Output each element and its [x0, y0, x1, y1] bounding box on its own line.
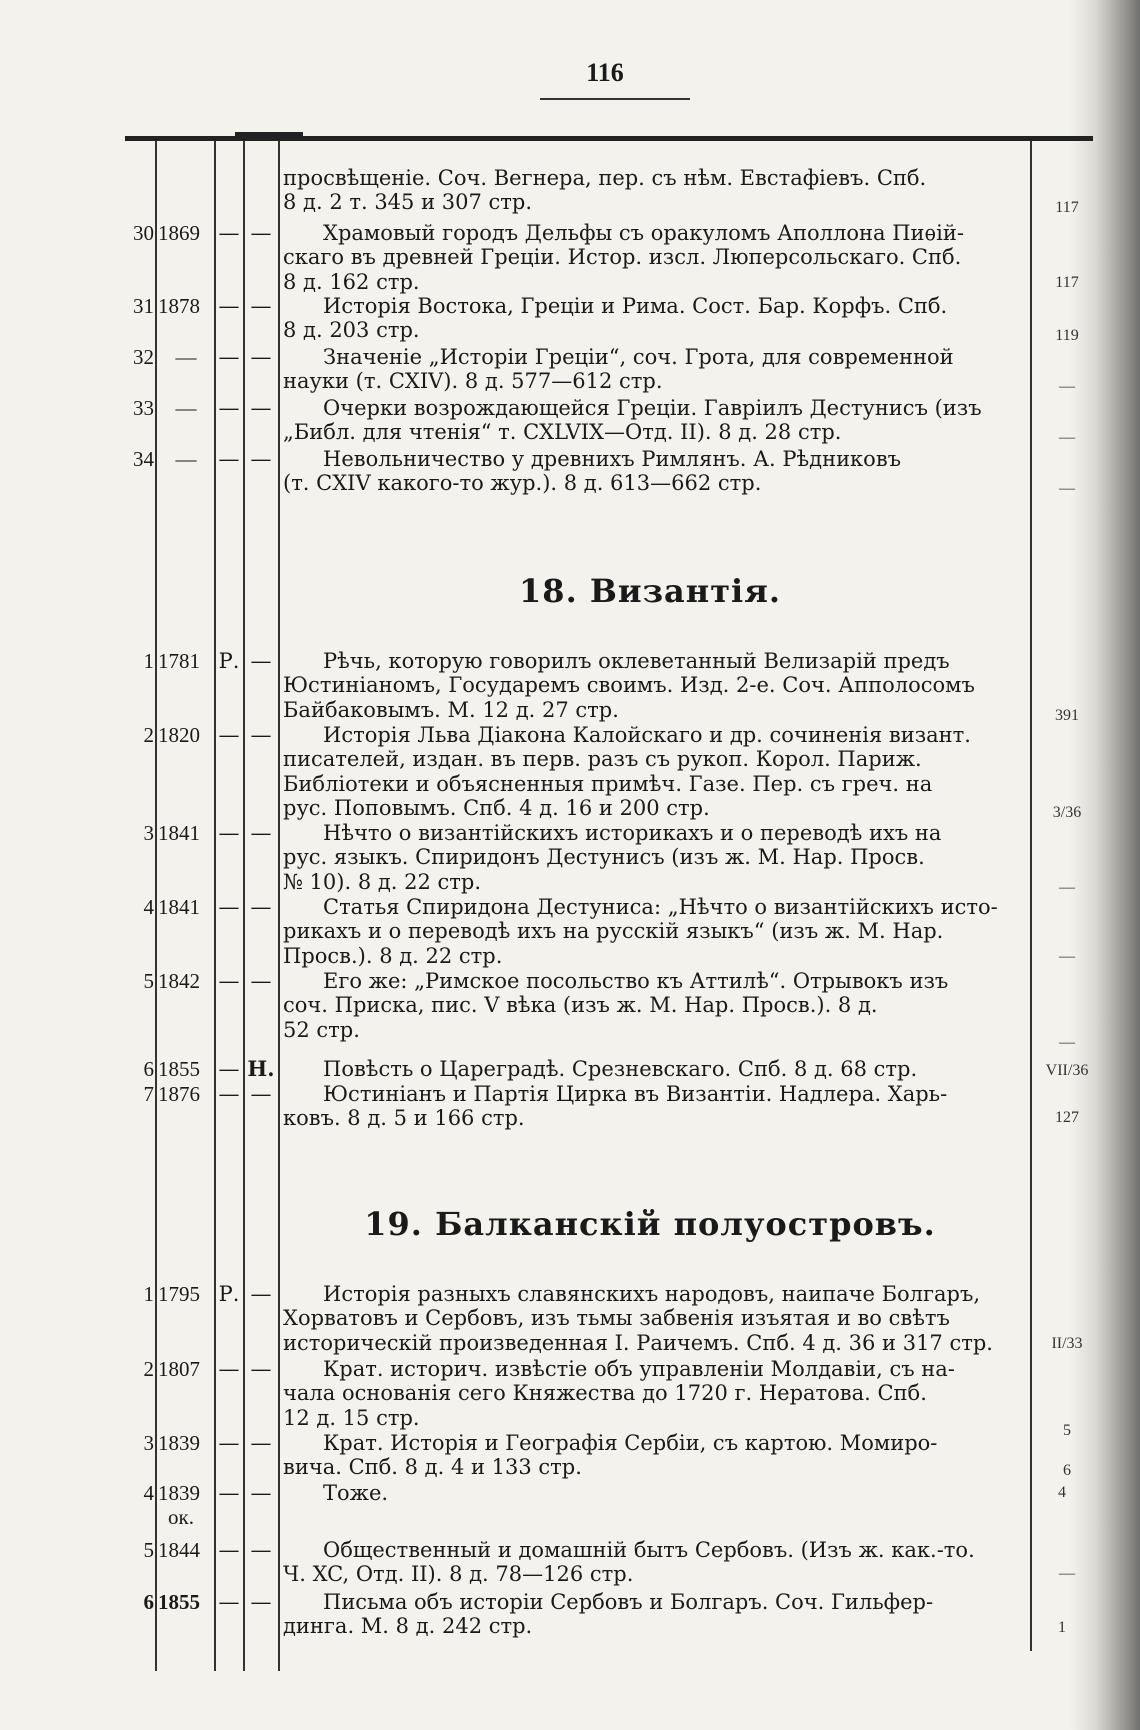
entry-ref: 1: [1058, 1619, 1066, 1636]
entry-col-a: —: [218, 1590, 240, 1614]
entry-number: 34: [133, 447, 154, 471]
entry-line: 8 д. 162 стр.: [283, 269, 420, 294]
entry-text: [283, 969, 1023, 1042]
entry-col-b: —: [250, 1282, 272, 1306]
entry-text: [283, 1431, 1023, 1480]
entry-col-a: Р.: [218, 649, 240, 673]
entry-text: [283, 1590, 1023, 1639]
entry-col-b: —: [250, 396, 272, 420]
entry-year: 1844: [158, 1538, 200, 1562]
entry-line: вича. Спб. 8 д. 4 и 133 стр.: [283, 1455, 582, 1480]
entry-text: [283, 1057, 1023, 1081]
entry-ref: —: [1059, 948, 1075, 965]
entry-number: 30: [133, 221, 154, 245]
entry-col-a: —: [218, 1057, 240, 1081]
entry-ref: 127: [1055, 1109, 1079, 1126]
entry-line: Юстиніаномъ, Государемъ своимъ. Изд. 2-е. Соч. Апполосомъ: [283, 673, 975, 698]
entry-line: Письма объ исторіи Сербовъ и Болгаръ. Соч. Гильфер-: [323, 1590, 934, 1614]
entry-ref: 4: [1058, 1484, 1066, 1501]
entry-line: 8 д. 2 т. 345 и 307 стр.: [283, 190, 533, 215]
entry-col-a: —: [218, 895, 240, 919]
entry-col-b: —: [250, 1538, 272, 1562]
entry-number: 2: [143, 723, 154, 747]
entry-line: № 10). 8 д. 22 стр.: [283, 869, 482, 894]
entry-line: Ч. XC, Отд. II). 8 д. 78—126 стр.: [283, 1562, 634, 1587]
entry-text: [283, 1282, 1023, 1355]
entry-line: Крат. историч. извѣстіе объ управленіи Молдавіи, съ на-: [323, 1357, 955, 1381]
entry-line: „Библ. для чтенія“ т. CXLVIX—Отд. II). 8 д. 28 стр.: [283, 420, 842, 445]
entry-year: 1876: [158, 1082, 200, 1106]
entry-col-b: —: [250, 1481, 272, 1505]
entry-year: 1878: [158, 294, 200, 318]
entry-line: Очерки возрождающейся Греціи. Гавріилъ Дестунисъ (изъ: [323, 396, 982, 420]
entry-number: 32: [133, 345, 154, 369]
entry-col-a: —: [218, 969, 240, 993]
entry-line: Исторія разныхъ славянскихъ народовъ, наипаче Болгаръ,: [323, 1282, 981, 1306]
entry-text: [283, 821, 1023, 894]
entry-col-a: —: [218, 1082, 240, 1106]
entry-col-a: —: [218, 396, 240, 420]
entry-line: Статья Спиридона Дестуниса: „Нѣчто о византійскихъ исто-: [323, 895, 998, 919]
entry-col-b: —: [250, 1431, 272, 1455]
entry-ref: VII/36: [1045, 1062, 1089, 1079]
entry-line: Просв.). 8 д. 22 стр.: [283, 943, 503, 968]
entry-year: 1839: [158, 1431, 200, 1455]
entry-ref: II/33: [1051, 1335, 1083, 1352]
entry-col-a: —: [218, 294, 240, 318]
entry-line: Исторія Востока, Греціи и Рима. Сост. Бар. Корфъ. Спб.: [323, 294, 948, 318]
entry-ref: —: [1059, 378, 1075, 395]
entry-year: 1795: [158, 1282, 200, 1306]
entry-line: просвѣщеніе. Соч. Вегнера, пер. съ нѣм. Евстафіевъ. Спб.: [283, 166, 927, 190]
entry-text: [283, 1082, 1023, 1131]
entry-text: [283, 166, 1023, 215]
entry-line: науки (т. CXIV). 8 д. 577—612 стр.: [283, 369, 663, 394]
entry-col-a: —: [218, 345, 240, 369]
entry-year: —: [175, 396, 197, 420]
entry-year-note: ок.: [168, 1505, 194, 1530]
entry-number: 7: [143, 1082, 154, 1106]
entry-text: [283, 396, 1023, 445]
entry-col-a: —: [218, 723, 240, 747]
entry-year: [158, 1481, 214, 1530]
entry-line: 12 д. 15 стр.: [283, 1405, 420, 1430]
entry-col-b: —: [250, 345, 272, 369]
entry-line: Исторія Льва Діакона Калойскаго и др. сочиненія визант.: [323, 723, 971, 747]
entry-line: историческій произведенная І. Раичемъ. Спб. 4 д. 36 и 317 стр.: [283, 1330, 993, 1355]
entry-col-a: —: [218, 447, 240, 471]
entry-col-a: —: [218, 1538, 240, 1562]
page-number: 116: [586, 58, 624, 87]
entry-number: 31: [133, 294, 154, 318]
entry-line: рикахъ и о переводѣ ихъ на русскій языкъ“ (изъ ж. М. Нар.: [283, 919, 944, 944]
entry-ref: 119: [1055, 327, 1079, 344]
entry-year: —: [175, 345, 197, 369]
entry-number: 33: [133, 396, 154, 420]
entry-line: Нѣчто о византійскихъ историкахъ и о переводѣ ихъ на: [323, 821, 942, 845]
entry-line: Крат. Исторія и Географія Сербіи, съ картою. Момиро-: [323, 1431, 938, 1455]
entry-col-b: —: [250, 1357, 272, 1381]
entry-line: 52 стр.: [283, 1017, 360, 1042]
entry-line: чала основанія сего Княжества до 1720 г. Нератова. Спб.: [283, 1381, 927, 1406]
entry-number: 5: [143, 1538, 154, 1562]
entry-ref: 5: [1063, 1422, 1071, 1439]
entry-line: Юстиніанъ и Партія Цирка въ Византіи. Надлера. Харь-: [323, 1082, 948, 1106]
entry-line: Его же: „Римское посольство къ Аттилѣ“. Отрывокъ изъ: [323, 969, 949, 993]
entry-line: Тоже.: [323, 1481, 389, 1505]
entry-line: Байбаковымъ. М. 12 д. 27 стр.: [283, 697, 619, 722]
entry-year: 1869: [158, 221, 200, 245]
entry-text: [283, 1538, 1023, 1587]
entry-col-b: —: [250, 821, 272, 845]
entry-col-b: —: [250, 723, 272, 747]
entry-ref: 117: [1055, 199, 1079, 216]
entry-line: скаго въ древней Греціи. Истор. изсл. Люперсольскаго. Спб.: [283, 245, 962, 270]
entry-line: ковъ. 8 д. 5 и 166 стр.: [283, 1106, 525, 1131]
entry-col-b: —: [250, 221, 272, 245]
entry-text: [283, 723, 1023, 821]
entry-col-a: —: [218, 221, 240, 245]
entry-text: [283, 1481, 1023, 1505]
column-rule-4: [278, 141, 280, 1671]
entry-text: [283, 345, 1023, 394]
entry-number: 2: [143, 1357, 154, 1381]
top-rule-accent: [235, 132, 303, 136]
entry-col-b: —: [250, 895, 272, 919]
entry-text: [283, 294, 1023, 343]
entry-ref: 6: [1063, 1462, 1071, 1479]
entry-ref: 391: [1055, 707, 1079, 724]
section-title: 19. Балканскій полуостровъ.: [364, 1205, 936, 1243]
column-rule-5: [1030, 141, 1032, 1651]
entry-year: 1807: [158, 1357, 200, 1381]
page-number-rule: [540, 98, 690, 100]
entry-year: 1841: [158, 895, 200, 919]
entry-number: 1: [143, 649, 154, 673]
entry-col-b: —: [250, 649, 272, 673]
entry-number: 6: [143, 1590, 154, 1614]
entry-line: Повѣсть о Цареградѣ. Срезневскаго. Спб. 8 д. 68 стр.: [323, 1057, 918, 1081]
entry-line: Рѣчь, которую говорилъ оклеветанный Велизарій предъ: [323, 649, 950, 673]
entry-col-b: —: [250, 1590, 272, 1614]
entry-line: (т. CXIV какого-то жур.). 8 д. 613—662 стр.: [283, 471, 762, 496]
entry-year: —: [175, 447, 197, 471]
entry-number: 3: [143, 1431, 154, 1455]
entry-col-a: —: [218, 1357, 240, 1381]
column-rule-1: [155, 141, 157, 1671]
entry-number: 6: [143, 1057, 154, 1081]
entry-year: 1781: [158, 649, 200, 673]
entry-text: [283, 221, 1023, 294]
entry-ref: —: [1059, 480, 1075, 497]
entry-ref: —: [1059, 429, 1075, 446]
entry-col-b: —: [250, 447, 272, 471]
entry-col-a: Р.: [218, 1282, 240, 1306]
entry-line: писателей, издан. въ перв. разъ съ рукоп. Корол. Париж.: [283, 747, 922, 772]
entry-text: [283, 895, 1023, 968]
entry-number: 4: [143, 895, 154, 919]
entry-col-b: —: [250, 1082, 272, 1106]
entry-col-a: —: [218, 1481, 240, 1505]
entry-ref: 3/36: [1052, 804, 1082, 821]
entry-line: динга. М. 8 д. 242 стр.: [283, 1614, 533, 1639]
entry-text: [283, 1357, 1023, 1430]
entry-year-main: 1839: [158, 1481, 200, 1505]
entry-number: 4: [143, 1481, 154, 1505]
entry-year: 1855: [158, 1590, 200, 1614]
entry-year: 1841: [158, 821, 200, 845]
entry-line: Невольничество у древнихъ Римлянъ. А. Рѣдниковъ: [323, 447, 902, 471]
entry-line: соч. Приска, пис. V вѣка (изъ ж. М. Нар. Просв.). 8 д.: [283, 993, 878, 1018]
entry-year: 1820: [158, 723, 200, 747]
top-rule: [125, 136, 1093, 141]
entry-line: рус. языкъ. Спиридонъ Дестунисъ (изъ ж. М. Нар. Просв.: [283, 845, 925, 870]
entry-year: 1855: [158, 1057, 200, 1081]
entry-col-a: —: [218, 1431, 240, 1455]
entry-line: Значеніе „Исторіи Греціи“, соч. Грота, для современной: [323, 345, 954, 369]
entry-ref: —: [1059, 879, 1075, 896]
section-title: 18. Византія.: [519, 572, 781, 610]
entry-ref: 117: [1055, 274, 1079, 291]
entry-number: 3: [143, 821, 154, 845]
entry-ref: —: [1059, 1565, 1075, 1582]
entry-number: 1: [143, 1282, 154, 1306]
entry-line: Библіотеки и объясненныя примѣч. Газе. Пер. съ греч. на: [283, 771, 933, 796]
entry-line: Храмовый городъ Дельфы съ оракуломъ Аполлона Пиѳій-: [323, 221, 964, 245]
entry-text: [283, 649, 1023, 722]
entry-col-a: —: [218, 821, 240, 845]
entry-col-b: Н.: [247, 1056, 275, 1081]
entry-number: 5: [143, 969, 154, 993]
entry-year: 1842: [158, 969, 200, 993]
entry-line: Хорватовъ и Сербовъ, изъ тьмы забвенія изъятая и во свѣтъ: [283, 1306, 950, 1331]
entry-line: рус. Поповымъ. Спб. 4 д. 16 и 200 стр.: [283, 796, 710, 821]
entry-line: 8 д. 203 стр.: [283, 318, 420, 343]
entry-ref: —: [1059, 1034, 1075, 1051]
entry-col-b: —: [250, 969, 272, 993]
entry-col-b: —: [250, 294, 272, 318]
entry-line: Общественный и домашній бытъ Сербовъ. (Изъ ж. как.-то.: [323, 1538, 975, 1562]
entry-text: [283, 447, 1023, 496]
